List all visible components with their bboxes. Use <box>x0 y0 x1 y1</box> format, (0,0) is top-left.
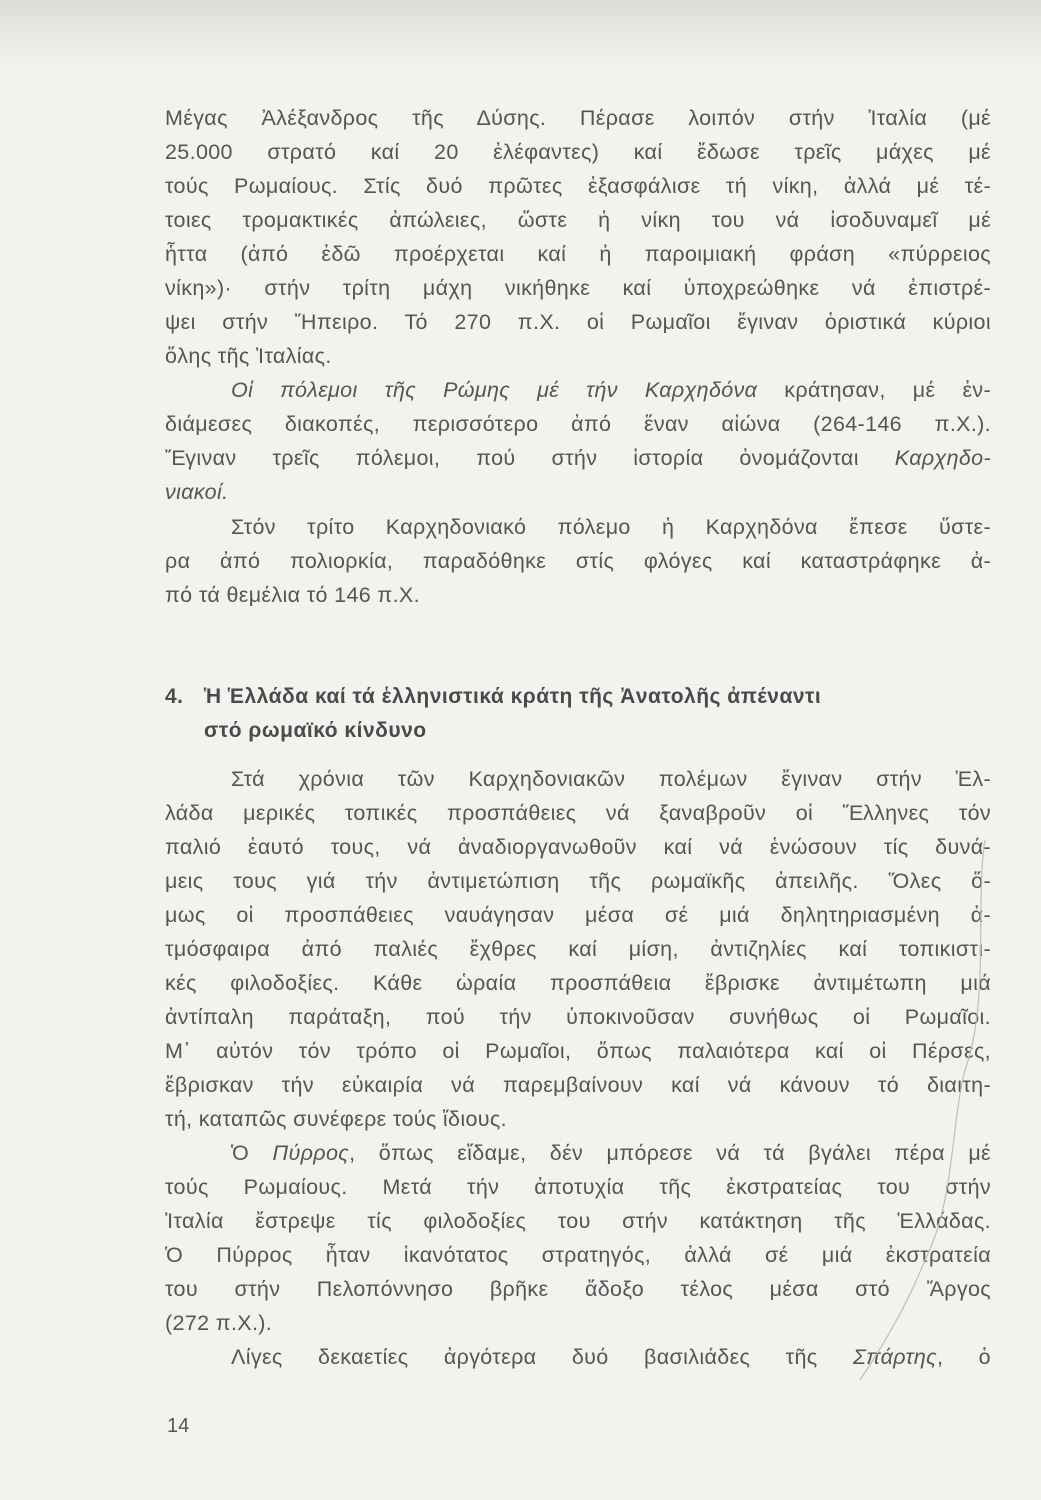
text-line: Ὁ Πύρρος ἦταν ἱκανότατος στρατηγός, ἀλλά σέ μιά ἐκστρατεία <box>165 1243 991 1267</box>
text-line: μεις τους γιά τήν ἀντιμετώπιση τῆς ρωμαϊκῆς ἀπειλῆς. Ὅλες ὅ- <box>165 869 991 893</box>
italic-phrase: Καρχηδο- <box>894 446 991 470</box>
text-line: Στόν τρίτο Καρχηδονιακό πόλεμο ἡ Καρχηδόνα ἔπεσε ὕστε- <box>231 515 991 539</box>
heading-line1: Ἡ Ἑλλάδα καί τά ἑλληνιστικά κράτη τῆς Ἀνατολῆς ἀπέναντι <box>203 685 822 708</box>
text-line: Στά χρόνια τῶν Καρχηδονιακῶν πολέμων ἔγιναν στήν Ἑλ- <box>231 767 991 791</box>
text-line: ὅλης τῆς Ἰταλίας. <box>165 344 332 368</box>
text-line: τούς Ρωμαίους. Στίς δυό πρῶτες ἐξασφάλισε τή νίκη, ἀλλά μέ τέ- <box>165 174 991 198</box>
text-line: νίκη»)· στήν τρίτη μάχη νικήθηκε καί ὑποχρεώθηκε νά ἐπιστρέ- <box>165 276 991 300</box>
text-line: Μ᾽ αὐτόν τόν τρόπο οἱ Ρωμαῖοι, ὅπως παλαιότερα καί οἱ Πέρσες, <box>165 1039 991 1063</box>
text-line: Ἰταλία ἔστρεψε τίς φιλοδοξίες του στήν κατάκτηση τῆς Ἑλλάδας. <box>165 1209 991 1233</box>
text-line: τούς Ρωμαίους. Μετά τήν ἀποτυχία τῆς ἐκστρατείας του στήν <box>165 1175 991 1199</box>
text-line: μως οἱ προσπάθειες ναυάγησαν μέσα σέ μιά δηλητηριασμένη ἀ- <box>165 903 991 927</box>
heading-line2: στό ρωμαϊκό κίνδυνο <box>204 719 427 742</box>
italic-phrase: Οἱ πόλεμοι τῆς Ρώμης μέ τήν Καρχηδόνα <box>231 378 758 402</box>
text-line: ἧττα (ἀπό ἐδῶ προέρχεται καί ἡ παροιμιακή φράση «πύρρειος <box>165 242 991 266</box>
text-line: πό τά θεμέλια τό 146 π.Χ. <box>165 583 420 607</box>
text-line: ἀντίπαλη παράταξη, πού τήν ὑποκινοῦσαν συνήθως οἱ Ρωμαῖοι. <box>165 1005 991 1029</box>
text-line: ρα ἀπό πολιορκία, παραδόθηκε στίς φλόγες καί καταστράφηκε ἀ- <box>165 549 991 573</box>
text-line: Μέγας Ἀλέξανδρος τῆς Δύσης. Πέρασε λοιπόν στήν Ἰταλία (μέ <box>165 106 991 130</box>
text-span: κράτησαν, μέ ἐν- <box>757 378 991 402</box>
text-span: Ἔγιναν τρεῖς πόλεμοι, πού στήν ἱστορία ὀνομάζονται <box>165 446 895 470</box>
italic-phrase: Σπάρτης <box>852 1345 937 1369</box>
text-line: τμόσφαιρα ἀπό παλιές ἔχθρες καί μίση, ἀντιζηλίες καί τοπικιστι- <box>165 937 991 961</box>
text-line: τή, καταπῶς συνέφερε τούς ἴδιους. <box>165 1107 507 1131</box>
text-span: , ὅπως εἴδαμε, δέν μπόρεσε νά τά βγάλει πέρα μέ <box>349 1141 991 1165</box>
text-span: Ὁ <box>231 1141 273 1165</box>
text-span: , ὁ <box>936 1345 991 1369</box>
text-line: κές φιλοδοξίες. Κάθε ὡραία προσπάθεια ἔβρισκε ἀντιμέτωπη μιά <box>165 971 991 995</box>
text-line: του στήν Πελοπόννησο βρῆκε ἄδοξο τέλος μέσα στό Ἄργος <box>165 1277 991 1301</box>
text-line: τοιες τρομακτικές ἀπώλειες, ὥστε ἡ νίκη του νά ἰσοδυναμεῖ μέ <box>165 208 991 232</box>
text-line: λάδα μερικές τοπικές προσπάθειες νά ξαναβροῦν οἱ Ἕλληνες τόν <box>165 801 991 825</box>
heading-number: 4. <box>165 685 184 708</box>
text-line: 25.000 στρατό καί 20 ἐλέφαντες) καί ἔδωσε τρεῖς μάχες μέ <box>165 140 991 164</box>
text-span: Λίγες δεκαετίες ἀργότερα δυό βασιλιάδες τῆς <box>231 1345 853 1369</box>
page-number: 14 <box>167 1415 190 1437</box>
text-line: διάμεσες διακοπές, περισσότερο ἀπό ἕναν αἰώνα (264-146 π.Χ.). <box>165 412 991 436</box>
text-line: παλιό ἑαυτό τους, νά ἀναδιοργανωθοῦν καί νά ἑνώσουν τίς δυνά- <box>165 835 991 859</box>
italic-phrase: νιακοί. <box>165 480 229 504</box>
text-line: (272 π.Χ.). <box>165 1311 273 1335</box>
text-line: ψει στήν Ἤπειρο. Τό 270 π.Χ. οἱ Ρωμαῖοι ἔγιναν ὁριστικά κύριοι <box>165 310 991 334</box>
text-line: ἔβρισκαν τήν εὐκαιρία νά παρεμβαίνουν καί νά κάνουν τό διαιτη- <box>165 1073 991 1097</box>
italic-phrase: Πύρρος <box>272 1141 350 1165</box>
